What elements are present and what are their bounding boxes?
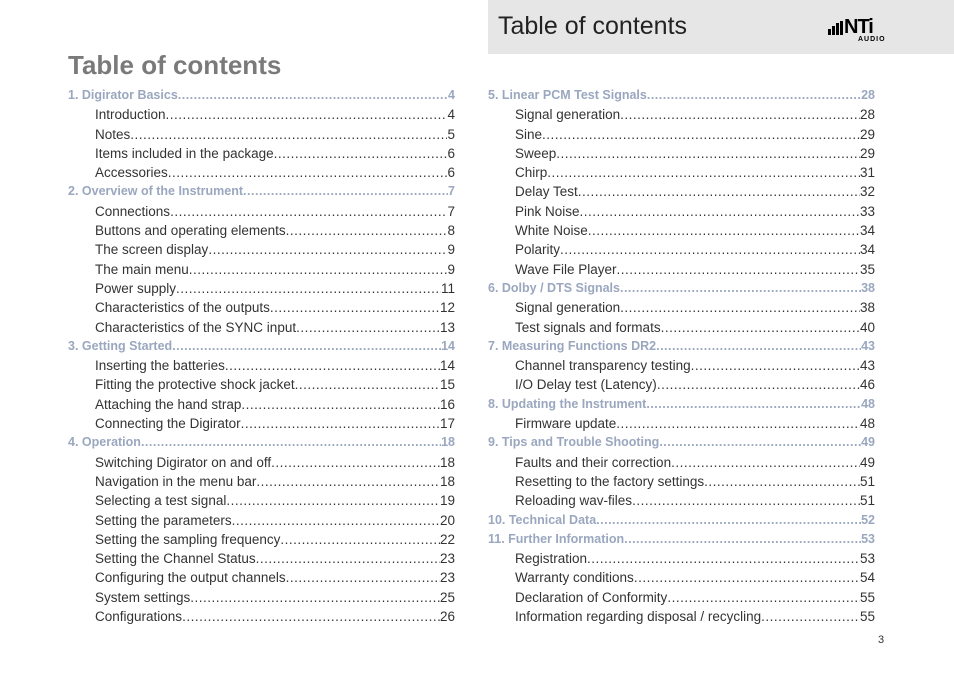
toc-entry-title: 4. Operation (68, 435, 141, 450)
toc-section-entry[interactable] (488, 240, 875, 259)
toc-entry-page: 19 (439, 493, 455, 509)
page-title: Table of contents (68, 50, 282, 80)
toc-entry-title: Configurations (95, 609, 183, 625)
toc-entry-title: Sweep (515, 145, 557, 161)
toc-entry-title: Warranty conditions (515, 570, 634, 586)
toc-entry-page: 9 (447, 261, 455, 277)
toc-entry-title: 3. Getting Started (68, 338, 173, 353)
toc-dot-leader (172, 337, 441, 356)
toc-entry-title: Channel transparency testing (515, 358, 691, 374)
toc-entry-title: Navigation in the menu bar (95, 473, 257, 489)
toc-section-entry[interactable] (488, 356, 875, 375)
toc-right-column (488, 86, 875, 626)
toc-section-entry[interactable] (68, 568, 455, 587)
toc-entry-title: Connections (95, 203, 171, 219)
toc-section-entry[interactable] (488, 318, 875, 337)
toc-entry-title: Test signals and formats (515, 319, 661, 335)
toc-dot-leader (182, 607, 440, 626)
toc-chapter-entry[interactable] (488, 279, 875, 298)
toc-entry-title: White Noise (515, 223, 588, 239)
toc-dot-leader (616, 414, 860, 433)
toc-chapter-entry[interactable] (488, 86, 875, 105)
toc-entry-page: 53 (861, 531, 875, 546)
toc-dot-leader (270, 298, 440, 317)
toc-entry-title: Fitting the protective shock jacket (95, 377, 295, 393)
toc-section-entry[interactable] (68, 260, 455, 279)
toc-entry-page: 38 (861, 280, 875, 295)
toc-entry-page: 43 (859, 358, 875, 374)
toc-entry-page: 15 (439, 377, 455, 393)
toc-section-entry[interactable] (488, 588, 875, 607)
toc-entry-page: 40 (859, 319, 875, 335)
toc-entry-page: 5 (447, 126, 455, 142)
toc-section-entry[interactable] (488, 163, 875, 182)
toc-dot-leader (241, 414, 440, 433)
toc-entry-title: The screen display (95, 242, 209, 258)
toc-entry-page: 18 (439, 454, 455, 470)
toc-entry-title: 11. Further Information (488, 531, 625, 546)
toc-section-entry[interactable] (488, 472, 875, 491)
nti-audio-logo (828, 16, 888, 45)
toc-entry-page: 12 (439, 300, 455, 316)
toc-dot-leader (578, 182, 860, 201)
toc-entry-page: 6 (447, 165, 455, 181)
toc-entry-title: Notes (95, 126, 131, 142)
toc-dot-leader (141, 433, 441, 452)
toc-section-entry[interactable] (488, 414, 875, 433)
toc-dot-leader (232, 511, 440, 530)
toc-entry-title: Items included in the package (95, 145, 274, 161)
toc-entry-page: 4 (448, 88, 455, 102)
toc-section-entry[interactable] (488, 491, 875, 510)
toc-entry-title: 6. Dolby / DTS Signals (488, 280, 620, 295)
toc-dot-leader (632, 491, 860, 510)
toc-dot-leader (588, 221, 860, 240)
toc-dot-leader (596, 511, 861, 530)
toc-entry-page: 17 (439, 416, 455, 432)
toc-section-entry[interactable] (488, 260, 875, 279)
toc-entry-title: 9. Tips and Trouble Shooting (488, 435, 660, 450)
toc-entry-page: 52 (861, 512, 875, 527)
toc-entry-title: Characteristics of the SYNC input (95, 319, 297, 335)
toc-entry-page: 23 (439, 551, 455, 567)
toc-entry-title: Inserting the batteries (95, 358, 225, 374)
toc-section-entry[interactable] (488, 568, 875, 587)
toc-dot-leader (617, 260, 860, 279)
toc-entry-title: Wave File Player (515, 261, 617, 277)
toc-dot-leader (657, 375, 860, 394)
toc-section-entry[interactable] (68, 414, 455, 433)
toc-section-entry[interactable] (68, 588, 455, 607)
toc-dot-leader (761, 607, 860, 626)
toc-entry-page: 32 (859, 184, 875, 200)
toc-dot-leader (556, 144, 860, 163)
toc-dot-leader (168, 163, 448, 182)
toc-section-entry[interactable] (68, 607, 455, 626)
toc-entry-title: Attaching the hand strap (95, 396, 242, 412)
toc-dot-leader (286, 568, 440, 587)
toc-section-entry[interactable] (68, 125, 455, 144)
toc-entry-page: 48 (861, 396, 875, 411)
toc-section-entry[interactable] (488, 607, 875, 626)
toc-entry-title: Introduction (95, 107, 166, 123)
toc-dot-leader (190, 588, 440, 607)
toc-section-entry[interactable] (68, 163, 455, 182)
toc-dot-leader (547, 163, 860, 182)
toc-entry-title: Setting the sampling frequency (95, 531, 281, 547)
toc-entry-page: 25 (439, 589, 455, 605)
toc-dot-leader (656, 337, 861, 356)
header-title: Table of contents (498, 12, 688, 40)
toc-dot-leader (274, 144, 448, 163)
toc-dot-leader (620, 105, 860, 124)
toc-entry-title: Declaration of Conformity (515, 589, 668, 605)
toc-dot-leader (646, 395, 861, 414)
toc-dot-leader (170, 202, 447, 221)
toc-section-entry[interactable] (488, 549, 875, 568)
toc-section-entry[interactable] (68, 491, 455, 510)
toc-section-entry[interactable] (68, 356, 455, 375)
toc-entry-page: 51 (859, 473, 875, 489)
toc-section-entry[interactable] (488, 298, 875, 317)
toc-entry-page: 49 (859, 454, 875, 470)
toc-dot-leader (587, 549, 860, 568)
toc-left-column (68, 86, 455, 626)
toc-section-entry[interactable] (68, 395, 455, 414)
toc-section-entry[interactable] (68, 221, 455, 240)
toc-entry-page: 14 (441, 338, 455, 353)
toc-entry-page: 55 (859, 589, 875, 605)
toc-dot-leader (580, 202, 860, 221)
toc-section-entry[interactable] (68, 298, 455, 317)
toc-chapter-entry[interactable] (488, 337, 875, 356)
toc-entry-title: I/O Delay test (Latency) (515, 377, 657, 393)
toc-section-entry[interactable] (68, 549, 455, 568)
toc-dot-leader (295, 375, 440, 394)
toc-entry-page: 43 (861, 338, 875, 353)
toc-entry-page: 8 (447, 223, 455, 239)
toc-entry-title: Signal generation (515, 107, 621, 123)
toc-dot-leader (225, 356, 440, 375)
toc-dot-leader (671, 453, 860, 472)
toc-entry-page: 31 (859, 165, 875, 181)
toc-entry-page: 46 (859, 377, 875, 393)
toc-section-entry[interactable] (488, 202, 875, 221)
toc-entry-title: System settings (95, 589, 191, 605)
toc-dot-leader (176, 279, 441, 298)
toc-entry-page: 7 (447, 203, 455, 219)
toc-entry-title: 5. Linear PCM Test Signals (488, 88, 647, 102)
toc-dot-leader (661, 318, 860, 337)
toc-entry-title: Characteristics of the outputs (95, 300, 270, 316)
toc-entry-title: Signal generation (515, 300, 621, 316)
toc-dot-leader (243, 182, 448, 201)
toc-entry-title: Faults and their correction (515, 454, 672, 470)
toc-entry-title: Resetting to the factory settings (515, 473, 705, 489)
toc-entry-title: Buttons and operating elements (95, 223, 286, 239)
toc-section-entry[interactable] (68, 240, 455, 259)
toc-dot-leader (286, 221, 448, 240)
toc-entry-title: Configuring the output channels (95, 570, 286, 586)
toc-section-entry[interactable] (488, 144, 875, 163)
toc-section-entry[interactable] (68, 375, 455, 394)
toc-section-entry[interactable] (488, 105, 875, 124)
toc-dot-leader (560, 240, 860, 259)
toc-dot-leader (208, 240, 447, 259)
toc-entry-page: 49 (861, 435, 875, 450)
toc-chapter-entry[interactable] (488, 530, 875, 549)
toc-entry-page: 33 (859, 203, 875, 219)
toc-section-entry[interactable] (68, 202, 455, 221)
toc-dot-leader (647, 86, 861, 105)
toc-section-entry[interactable] (488, 221, 875, 240)
toc-chapter-entry[interactable] (68, 182, 455, 201)
toc-entry-title: Selecting a test signal (95, 493, 227, 509)
toc-chapter-entry[interactable] (68, 86, 455, 105)
toc-entry-title: 10. Technical Data (488, 512, 597, 527)
toc-dot-leader (178, 86, 448, 105)
toc-dot-leader (620, 298, 860, 317)
toc-entry-title: 7. Measuring Functions DR2 (488, 338, 657, 353)
toc-chapter-entry[interactable] (488, 511, 875, 530)
toc-entry-page: 11 (440, 280, 455, 296)
toc-dot-leader (130, 125, 447, 144)
toc-dot-leader (634, 568, 860, 587)
toc-entry-page: 29 (859, 126, 875, 142)
toc-entry-page: 51 (859, 493, 875, 509)
toc-dot-leader (189, 260, 448, 279)
toc-chapter-entry[interactable] (488, 433, 875, 452)
toc-section-entry[interactable] (68, 105, 455, 124)
toc-dot-leader (624, 530, 861, 549)
toc-entry-title: Chirp (515, 165, 548, 181)
toc-entry-title: Sine (515, 126, 543, 142)
toc-entry-title: The main menu (95, 261, 189, 277)
toc-dot-leader (620, 279, 861, 298)
toc-entry-title: Switching Digirator on and off (95, 454, 272, 470)
toc-entry-title: Connecting the Digirator (95, 416, 241, 432)
toc-entry-page: 28 (861, 88, 875, 102)
toc-entry-title: Setting the parameters (95, 512, 232, 528)
toc-entry-page: 28 (859, 107, 875, 123)
toc-entry-page: 22 (439, 531, 455, 547)
toc-dot-leader (166, 105, 448, 124)
toc-section-entry[interactable] (68, 144, 455, 163)
toc-entry-page: 7 (448, 184, 455, 199)
toc-dot-leader (271, 453, 440, 472)
toc-section-entry[interactable] (488, 182, 875, 201)
toc-entry-page: 9 (447, 242, 455, 258)
toc-section-entry[interactable] (488, 125, 875, 144)
toc-dot-leader (704, 472, 860, 491)
toc-entry-title: 1. Digirator Basics (68, 88, 178, 102)
toc-entry-page: 34 (859, 223, 875, 239)
toc-section-entry[interactable] (68, 279, 455, 298)
toc-dot-leader (256, 549, 440, 568)
logo-bars-icon (828, 21, 844, 35)
toc-entry-title: Firmware update (515, 416, 617, 432)
logo-text: NTi (844, 16, 873, 38)
toc-section-entry[interactable] (488, 453, 875, 472)
toc-entry-page: 53 (859, 551, 875, 567)
toc-chapter-entry[interactable] (68, 337, 455, 356)
toc-entry-title: Polarity (515, 242, 561, 258)
toc-dot-leader (280, 530, 440, 549)
toc-section-entry[interactable] (68, 472, 455, 491)
toc-entry-page: 35 (859, 261, 875, 277)
toc-dot-leader (296, 318, 440, 337)
toc-entry-page: 34 (859, 242, 875, 258)
toc-dot-leader (542, 125, 860, 144)
toc-entry-title: Reloading wav-files (515, 493, 633, 509)
page-number: 3 (878, 634, 885, 646)
toc-entry-page: 20 (439, 512, 455, 528)
toc-entry-page: 55 (859, 609, 875, 625)
toc-chapter-entry[interactable] (68, 433, 455, 452)
toc-entry-page: 23 (439, 570, 455, 586)
toc-entry-page: 48 (859, 416, 875, 432)
toc-entry-page: 26 (439, 609, 455, 625)
logo-subtext: AUDIO (858, 36, 886, 43)
toc-entry-title: Delay Test (515, 184, 578, 200)
toc-entry-title: Pink Noise (515, 203, 580, 219)
toc-entry-page: 38 (859, 300, 875, 316)
toc-dot-leader (256, 472, 440, 491)
toc-entry-page: 4 (447, 107, 455, 123)
toc-entry-title: 2. Overview of the Instrument (68, 184, 244, 199)
toc-entry-title: Registration (515, 551, 588, 567)
toc-chapter-entry[interactable] (488, 395, 875, 414)
toc-dot-leader (667, 588, 860, 607)
toc-dot-leader (226, 491, 440, 510)
toc-dot-leader (241, 395, 440, 414)
toc-section-entry[interactable] (488, 375, 875, 394)
toc-entry-title: Information regarding disposal / recycling (515, 609, 762, 625)
toc-entry-title: Setting the Channel Status (95, 551, 256, 567)
toc-entry-page: 54 (859, 570, 875, 586)
toc-entry-page: 13 (439, 319, 455, 335)
toc-dot-leader (691, 356, 860, 375)
toc-section-entry[interactable] (68, 530, 455, 549)
toc-entry-page: 16 (439, 396, 455, 412)
toc-section-entry[interactable] (68, 453, 455, 472)
toc-section-entry[interactable] (68, 318, 455, 337)
toc-entry-page: 14 (439, 358, 455, 374)
toc-entry-title: Accessories (95, 165, 168, 181)
toc-entry-page: 29 (859, 145, 875, 161)
toc-entry-title: Power supply (95, 280, 177, 296)
toc-entry-title: 8. Updating the Instrument (488, 396, 647, 411)
toc-entry-page: 18 (441, 435, 455, 450)
toc-entry-page: 18 (439, 473, 455, 489)
toc-dot-leader (659, 433, 861, 452)
toc-entry-page: 6 (447, 145, 455, 161)
toc-section-entry[interactable] (68, 511, 455, 530)
